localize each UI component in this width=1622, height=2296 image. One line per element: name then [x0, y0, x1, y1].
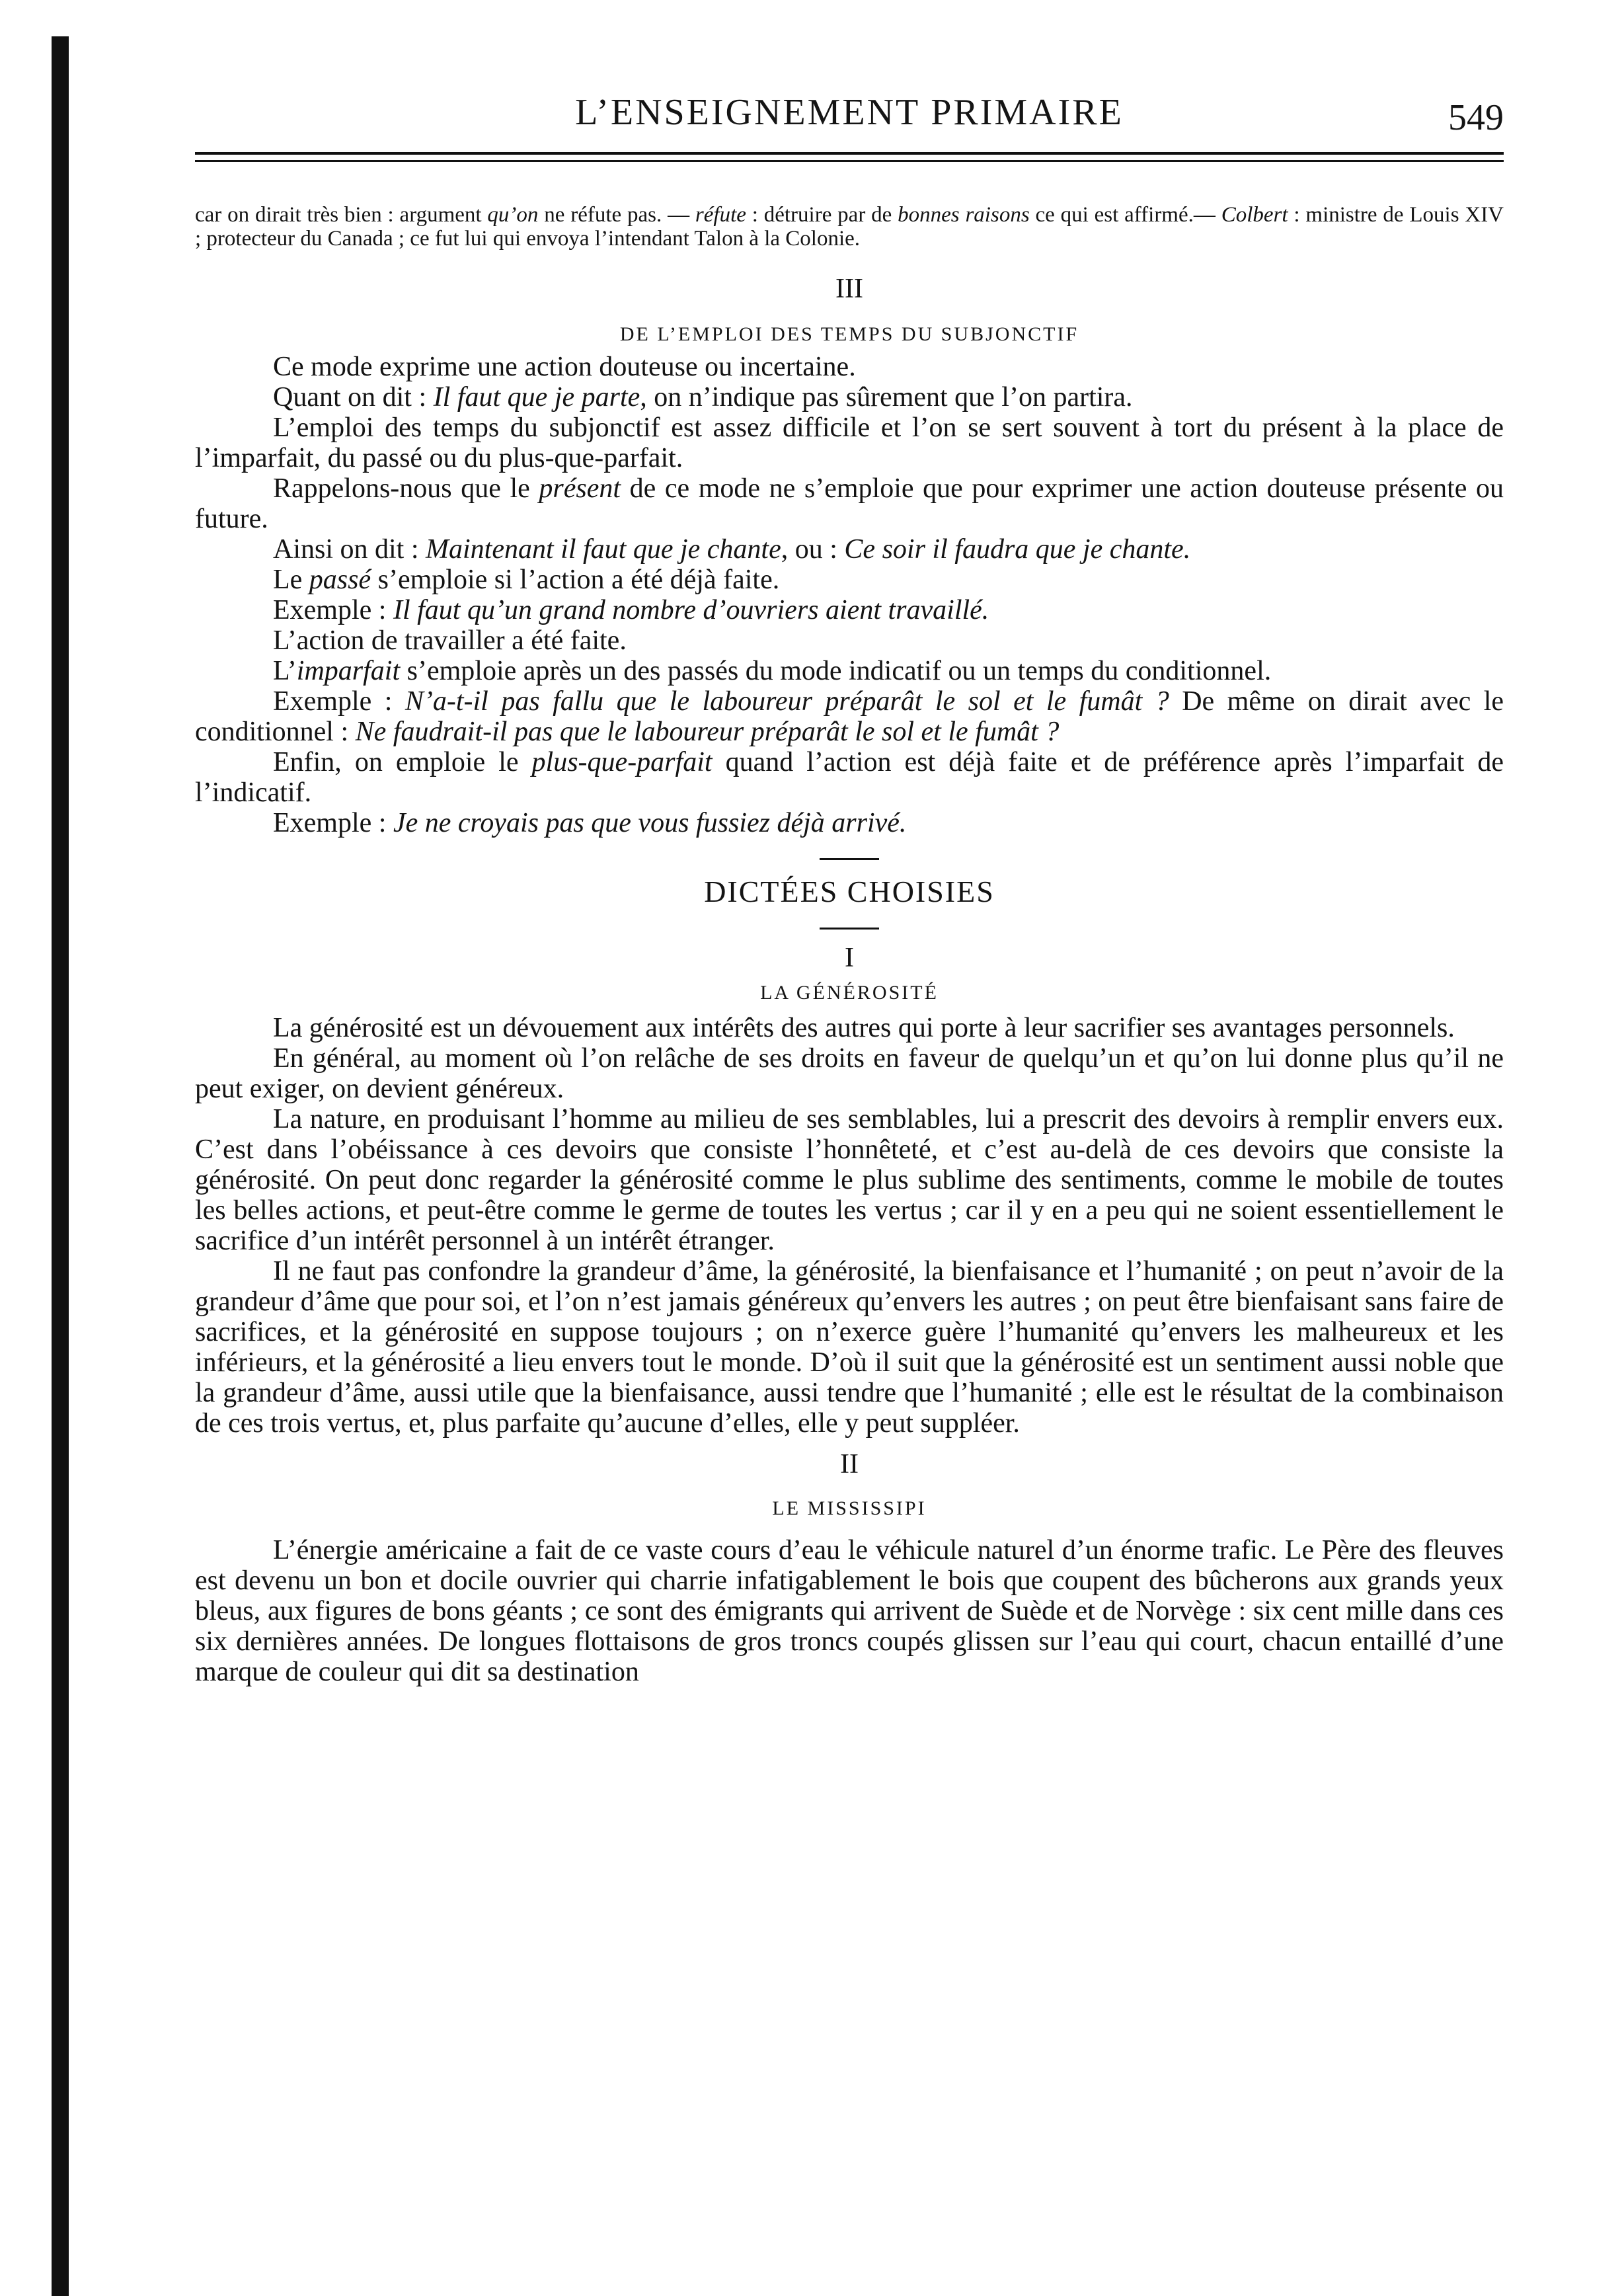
section-numeral: I: [845, 943, 854, 973]
paragraph: Enfin, on emploie le plus-que-parfait quand l’action est déjà faite et de préférence après l’imparfait de l’indicatif.: [195, 747, 1504, 808]
paragraph: Il ne faut pas confondre la grandeur d’âme, la générosité, la bienfaisance et l’humanité ; on peut n’avoir de la grandeur d’âme que pour soi, et l’on n’est jamais généreux qu’envers les autres ; on peut être bienfaisant sans faire de sacrifices, et la générosité en suppose toujours ; on n’exerce guère l’humanité qu’envers les malheureux et les inférieurs, et la générosité a lieu envers tout le monde. D’où il suit que la générosité est un sentiment aussi noble que la grandeur d’âme, aussi utile que la bienfaisance, aussi tendre que l’humanité ; elle est le résultat de la combinaison de ces trois vertus, et, plus parfaite qu’aucune d’elles, elle y peut suppléer.: [195, 1256, 1504, 1439]
subjunctive-section: [195, 272, 1504, 838]
paragraph: L’énergie américaine a fait de ce vaste cours d’eau le véhicule naturel d’un énorme trafic. Le Père des fleuves est devenu un bon et docile ouvrier qui charrie infatigablement le bois que coupent des bûcherons aux grands yeux bleus, aux figures de bons géants ; ce sont des émigrants qui arrivent de Suède et de Norvège : six cent mille dans ces six dernières années. De longues flottaisons de gros troncs coupés glissen sur l’eau qui court, chacun entaillé d’une marque de couleur qui dit sa destination: [195, 1535, 1504, 1687]
header-rule: [195, 152, 1504, 162]
paragraph: La générosité est un dévouement aux intérêts des autres qui porte à leur sacrifier ses avantages personnels.: [273, 1013, 1455, 1043]
running-title: L’ENSEIGNEMENT PRIMAIRE: [575, 92, 1124, 133]
paragraph: La nature, en produisant l’homme au milieu de ses semblables, lui a prescrit des devoirs à remplir envers eux. C’est dans l’obéissance à ces devoirs que consiste l’honnêteté, et c’est au-delà de ces devoirs que consiste la générosité. On peut donc regarder la générosité comme le plus sublime des sentiments, comme le mobile de toutes les belles actions, et peut-être comme le germe de toutes les vertus ; car il y en a peu qui ne soient essentiellement le sacrifice d’un intérêt personnel à un intérêt étranger.: [195, 1104, 1504, 1256]
paragraph: Ce mode exprime une action douteuse ou incertaine.: [273, 352, 856, 382]
paragraph: Le passé s’emploie si l’action a été déjà faite.: [273, 565, 780, 595]
paragraph: Quant on dit : Il faut que je parte, on n’indique pas sûrement que l’on partira.: [273, 382, 1133, 413]
footnote-paragraph: car on dirait très bien : argument qu’on ne réfute pas. — réfute : détruire par de bonnes raisons ce qui est affirmé.— Colbert : ministre de Louis XIV ; protecteur du Canada ; ce fut lui qui envoya l’intendant Talon à la Colonie.: [195, 203, 1504, 251]
paragraph: Exemple : Il faut qu’un grand nombre d’ouvriers aient travaillé.: [273, 595, 989, 625]
short-rule: [820, 858, 879, 860]
paragraph: Exemple : N’a-t-il pas fallu que le laboureur préparât le sol et le fumât ? De même on dirait avec le conditionnel : Ne faudrait-il pas que le laboureur préparât le sol et le fumât ?: [195, 686, 1504, 747]
section-title: DE L’EMPLOI DES TEMPS DU SUBJONCTIF: [619, 323, 1079, 345]
paragraph: Ainsi on dit : Maintenant il faut que je chante, ou : Ce soir il faudra que je chante.: [273, 534, 1191, 565]
paragraph: L’action de travailler a été faite.: [273, 625, 627, 656]
paragraph: Exemple : Je ne croyais pas que vous fussiez déjà arrivé.: [273, 808, 907, 838]
section-title: LA GÉNÉROSITÉ: [760, 982, 939, 1004]
running-head: [195, 79, 1504, 152]
dictees-title: DICTÉES CHOISIES: [704, 875, 995, 908]
page: [195, 79, 1504, 1687]
section-numeral: III: [835, 274, 863, 304]
dictees-section: [195, 858, 1504, 1687]
section-numeral: II: [840, 1449, 859, 1480]
paragraph: L’imparfait s’emploie après un des passés du mode indicatif ou un temps du conditionnel.: [273, 656, 1272, 686]
page-number: 549: [1448, 97, 1504, 138]
paragraph: L’emploi des temps du subjonctif est assez difficile et l’on se sert souvent à tort du présent à la place de l’imparfait, du passé ou du plus-que-parfait.: [195, 413, 1504, 473]
paragraph: En général, au moment où l’on relâche de ses droits en faveur de quelqu’un et qu’on lui donne plus qu’il ne peut exiger, on devient généreux.: [195, 1043, 1504, 1104]
paragraph: Rappelons-nous que le présent de ce mode ne s’emploie que pour exprimer une action douteuse présente ou future.: [195, 473, 1504, 534]
binding-shadow: [52, 36, 69, 2296]
section-title: LE MISSISSIPI: [772, 1497, 927, 1519]
short-rule: [820, 928, 879, 930]
